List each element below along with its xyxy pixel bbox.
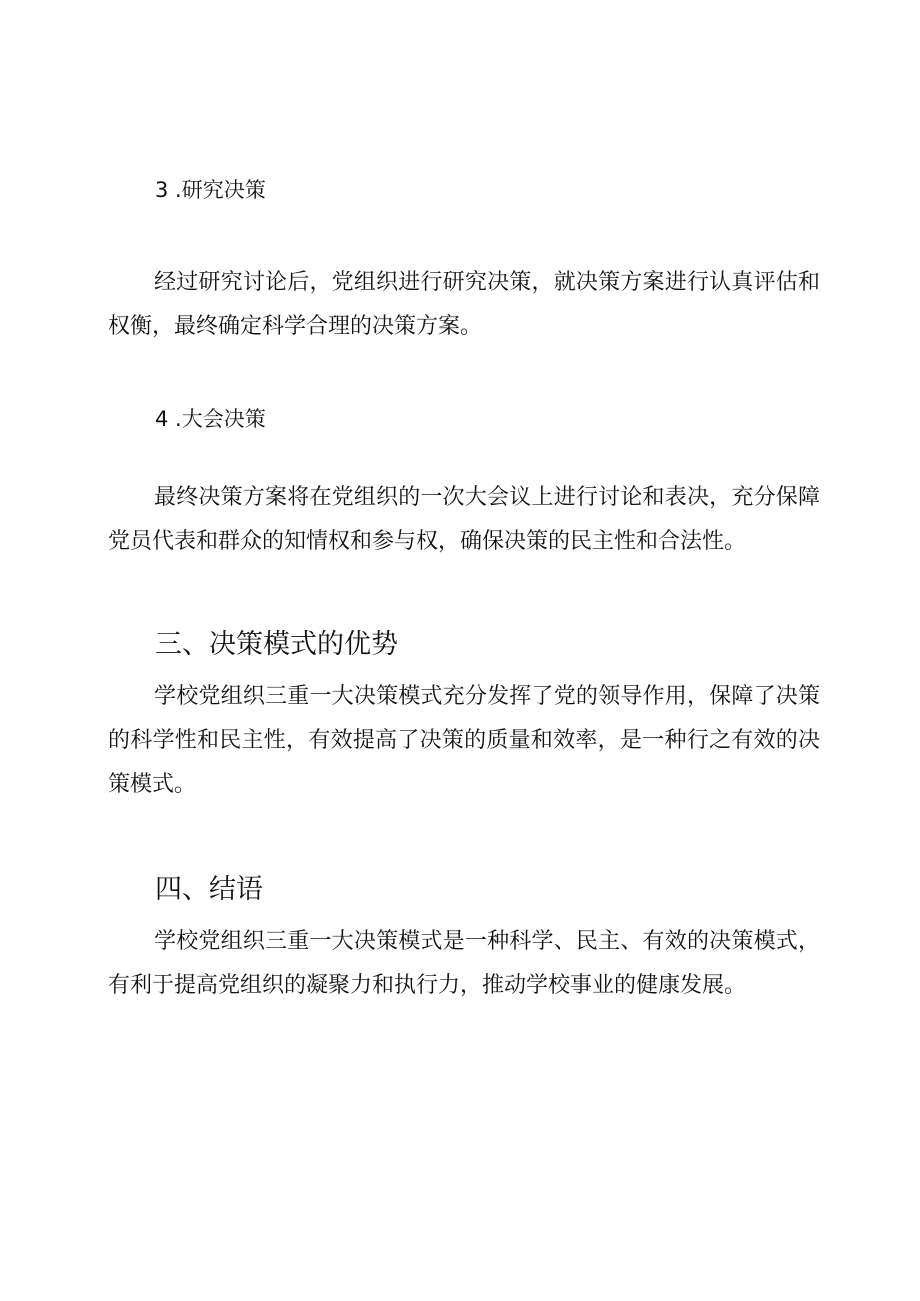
- step4-heading: 4 .大会决策: [155, 407, 266, 431]
- step3-heading: 3 .研究决策: [155, 178, 266, 202]
- advantages-heading: 三、决策模式的优势: [155, 629, 398, 660]
- conclusion-heading: 四、结语: [155, 874, 263, 905]
- step4-paragraph: 最终决策方案将在党组织的一次大会议上进行讨论和表决，充分保障党员代表和群众的知情权和参与权，确保决策的民主性和合法性。: [108, 485, 820, 554]
- conclusion-paragraph: 学校党组织三重一大决策模式是一种科学、民主、有效的决策模式，有利于提高党组织的凝聚力和执行力，推动学校事业的健康发展。: [108, 929, 820, 998]
- advantages-paragraph: 学校党组织三重一大决策模式充分发挥了党的领导作用，保障了决策的科学性和民主性，有效提高了决策的质量和效率，是一种行之有效的决策模式。: [108, 684, 820, 797]
- step3-paragraph: 经过研究讨论后，党组织进行研究决策，就决策方案进行认真评估和权衡，最终确定科学合理的决策方案。: [108, 270, 820, 339]
